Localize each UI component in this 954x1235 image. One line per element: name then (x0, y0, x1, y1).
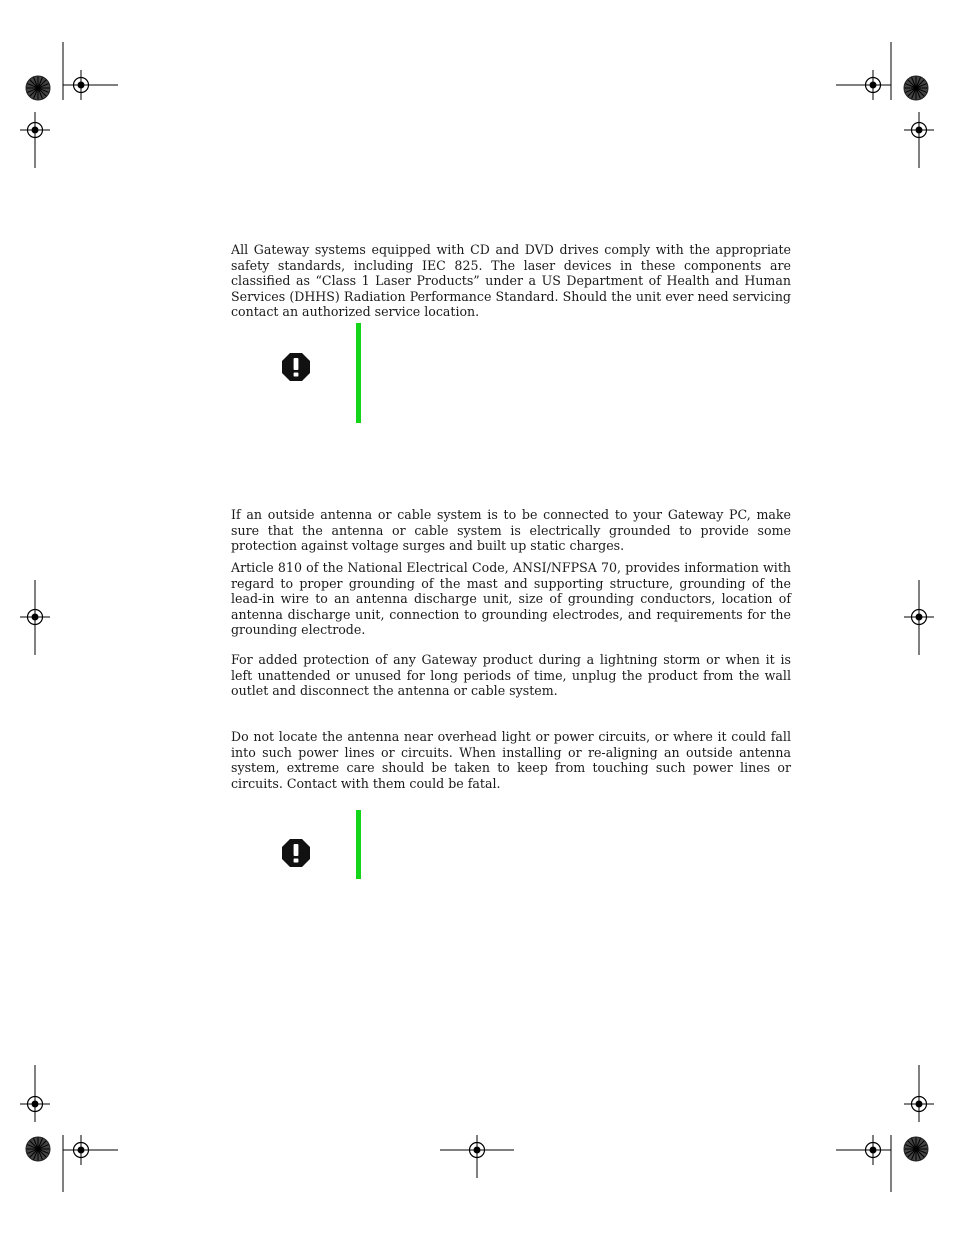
color-wheel-icon (904, 76, 928, 100)
color-wheel-icon (904, 1137, 928, 1161)
electrical-code-paragraph: Article 810 of the National Electrical Code, ANSI/NFPSA 70, provides information with regard to proper grounding of the mast and supporting structure, grounding of the lead-in wire to an antenna discharge unit, size of grounding conductors, location of antenna discharge unit, connection to grounding electrodes, and requirements for the grounding electrode. (231, 560, 791, 638)
antenna-grounding-paragraph: If an outside antenna or cable system is to be connected to your Gateway PC, make sure that the antenna or cable system is electrically grounded to provide some protection against voltage surges and built up static charges. (231, 507, 791, 554)
color-wheel-icon (26, 76, 50, 100)
laser-compliance-paragraph: All Gateway systems equipped with CD and DVD drives comply with the appropriate safety standards, including IEC 825. The laser devices in these components are classified as “Class 1 Laser Products” under a US Department of Health and Human Services (DHHS) Radiation Performance Standard. Should the unit ever need servicing contact an authorized service location. (231, 242, 791, 320)
power-lines-paragraph: Do not locate the antenna near overhead light or power circuits, or where it could fall into such power lines or circuits. When installing or re-aligning an outside antenna system, extreme care should be taken to keep from touching such power lines or circuits. Contact with them could be fatal. (231, 729, 791, 791)
lightning-paragraph: For added protection of any Gateway product during a lightning storm or when it is left unattended or unused for long periods of time, unplug the product from the wall outlet and disconnect the antenna or cable system. (231, 652, 791, 699)
color-wheel-icon (26, 1137, 50, 1161)
